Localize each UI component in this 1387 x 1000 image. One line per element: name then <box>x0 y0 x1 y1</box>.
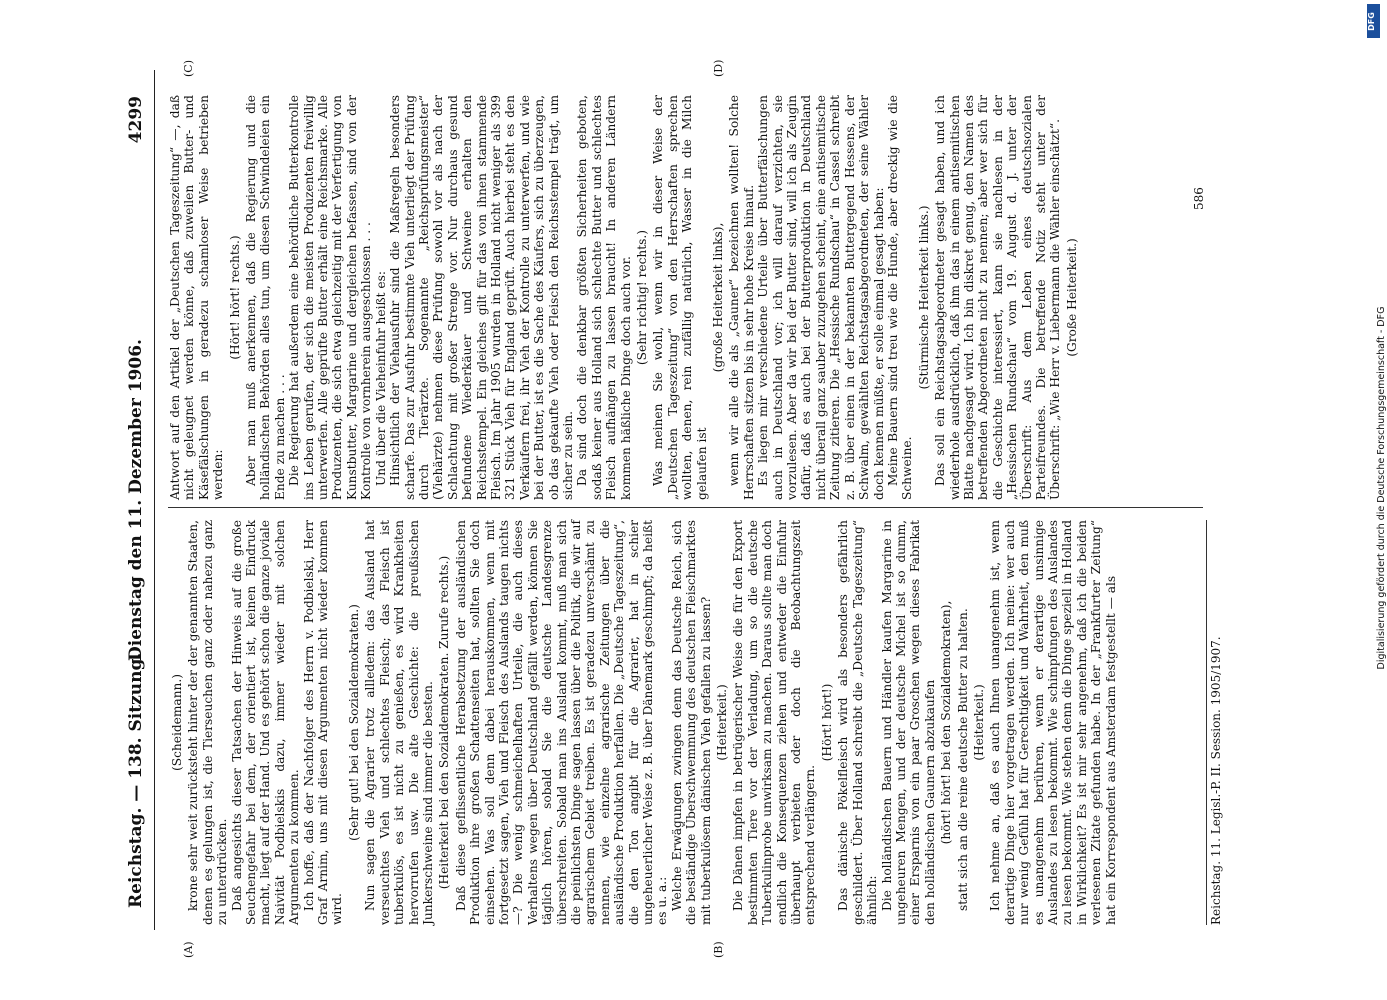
paragraph: (Heiterkeit bei den Sozialdemokraten. Zurufe rechts.) <box>436 555 451 890</box>
paragraph: wenn wir alle die als „Gauner“ bezeichnen wollten! Solche Herrschaften sitzen bis in sehr hohe Kreise hinauf. <box>726 95 756 500</box>
right-text-column <box>168 95 1206 500</box>
column-divider <box>168 507 1203 508</box>
paragraph: Das dänische Pökelfleisch wird als besonders gefährlich geschildert. Über Holland schreibt die „Deutsche Tageszeitung“ ähnlich: <box>835 520 879 925</box>
paragraph: (Große Heiterkeit.) <box>1064 238 1079 357</box>
header-left: Reichstag. — 138. Sitzung. <box>125 652 146 908</box>
paragraph: Da sind doch die denkbar größten Sicherheiten geboten, sodaß keiner aus Holland sich schlechte Butter und schlechtes Fleisch aufhängen zu lassen braucht! In anderen Ländern kommen häßliche Dinge doch auch vor. <box>574 95 633 500</box>
paragraph: krone sehr weit zurücksteht hinter der der genannten Staaten, denen es gelungen ist, die Tierseuchen ganz oder nahezu ganz zu unterdrücken. <box>185 520 229 925</box>
paragraph: Es liegen mir verschiedene Urteile über Butterfälschungen auch in Deutschland vor; ich will darauf verzichten, sie vorzulesen. Aber da wir bei der Butter sind, will ich als Zeugin dafür, daß es auch bei der Butterproduktion in Deutschland nicht überall ganz sauber zuzugehen scheint, eine antisemitische Zeitung zitieren. Die „Hessische Rundschau“ in Cassel schreibt z. B. über einen in der bekannten Buttergegend Hessens, der Schwalm, gewählten Reichstagsabgeordneten, der seine Wähler doch kennen müßte, er solle einmal gesagt haben: <box>755 95 885 500</box>
paragraph: (Heiterkeit.) <box>971 684 986 761</box>
paragraph: Antwort auf den Artikel der „Deutschen Tageszeitung“ —, daß nicht geleugnet werden könne, daß zuweilen Butter- und Käsefälschungen in geradezu schamloser Weise betrieben werden: <box>167 95 225 500</box>
paragraph: (Heiterkeit.) <box>714 684 729 761</box>
margin-marker-b: (B) <box>711 941 725 958</box>
header-page-number: 4299 <box>125 96 146 144</box>
paragraph: (Hört! hört!) <box>819 683 834 762</box>
document-page <box>72 30 1312 970</box>
paragraph: (Hört! hört! rechts.) <box>227 235 242 360</box>
folio-number: 586 <box>1191 187 1206 210</box>
paragraph: Aber man muß anerkennen, daß die Regierung und die holländischen Behörden alles tun, um diesen Schwindeleien ein Ende zu machen . . . <box>243 95 287 500</box>
margin-marker-c: (C) <box>181 60 195 77</box>
paragraph: (Scheidemann.) <box>169 673 184 772</box>
paragraph: Daß diese geflissentliche Herabsetzung der ausländischen Produktion ihre großen Schattenseiten hat, sollten Sie doch einsehen. Was soll denn dabei herauskommen, wenn mit fortgesetzt sagen, Vieh und Fleisch des Auslands taugen nichts —? Die wenig schmeichelhaften Urteile, die auch dieses Verhaltens wegen über Deutschland gefällt werden, können Sie täglich hören, sobald Sie die deutsche Landesgrenze überschreiten. Sobald man ins Ausland kommt, muß man sich die peinlichsten Dinge sagen lassen über die Politik, die wir auf agrarischem Gebiet treiben. Es ist geradezu unverschämt zu nennen, wie einzelne agrarische Zeitungen über die ausländische Produktion herfallen. Die „Deutsche Tageszeitung“, die den Ton angibt für die Agrarier, hat in schier ungeheuerlicher Weise z. B. über Dänemark geschimpft; da heißt es u. a.: <box>453 519 669 925</box>
paragraph: Was meinen Sie wohl, wenn wir in dieser Weise der „Deutschen Tageszeitung“ von den Herrschaften sprechen wollten, denen, rein zufällig natürlich, Wasser in die Milch gelaufen ist <box>650 95 709 500</box>
paragraph: Und über die Vieheinfuhr heißt es: <box>373 270 388 486</box>
credit-text: Digitalisierung gefördert durch die Deutsche Forschungsgemeinschaft - DFG <box>1376 306 1387 670</box>
paragraph: Ich hoffe, daß der Nachfolger des Herrn v. Podbielski, Herr Graf Arnim, uns mit diesen Argumenten nicht wieder kommen wird. <box>301 520 344 925</box>
paragraph: Hinsichtlich der Viehausfuhr sind die Maßregeln besonders scharfe. Das zur Ausfuhr bestimmte Vieh unterliegt der Prüfung durch Tierärzte. Sogenannte „Reichsprüfungsmeister“ (Viehärzte) nehmen diese Prüfung sowohl vor als nach der Schlachtung mit großer Strenge vor. Nur durchaus gesund befundene Wiederkäuer und Schweine erhalten den Reichsstempel. Ein gleiches gilt für das von ihnen stammende Fleisch. Im Jahr 1905 wurden in Holland nicht weniger als 399 321 Stück Vieh für England geprüft. Auch hierbei steht es den Verkäufern frei, ihr Vieh der Kontrolle zu unterwerfen, und wie bei der Butter, ist es die Sache des Käufers, sich zu überzeugen, ob das gekaufte Vieh oder Fleisch den Reichsstempel trägt, um sicher zu sein. <box>387 95 575 500</box>
paragraph: Meine Bauern sind treu wie die Hunde, aber dreckig wie die Schweine. <box>885 95 914 500</box>
page-header <box>120 70 155 930</box>
margin-marker-d: (D) <box>711 59 725 77</box>
paragraph: statt sich an die reine deutsche Butter zu halten. <box>955 608 970 911</box>
dfg-logo <box>1367 4 1380 38</box>
paragraph: (Sehr richtig! rechts.) <box>634 229 649 366</box>
paragraph: (große Heiterkeit links), <box>710 222 725 373</box>
paragraph: (hört! hört! bei den Sozialdemokraten), <box>938 600 953 845</box>
paragraph: Das soll ein Reichstagsabgeordneter gesagt haben, und ich wiederhole ausdrücklich, daß ihm das in einem antisemitischen Blatte nachgesagt wird. Ich bin diskret genug, den Namen des betreffenden Abgeordneten nicht zu nennen; aber wer sich für die Geschichte interessiert, kann sie nachlesen in der „Hessischen Rundschau“ vom 19. August d. J. unter der Überschrift: Aus dem Leben eines deutschsozialen Parteifreundes. Die betreffende Notiz steht unter der Überschrift: „Wie Herr v. Liebermann die Wähler einschätzt“. <box>932 95 1062 500</box>
paragraph: Ich nehme an, daß es auch Ihnen unangenehm ist, wenn derartige Dinge hier vorgetragen werden. Ich meine: wer auch nur wenig Gefühl hat für Gerechtigkeit und Wahrheit, den muß es unangenehm berühren, wenn er derartige unsinnige Auslandes zu lesen bekommt. Wie schimpfungen des Auslandes zu lesen bekommt. Wie stehen denn die Dinge speziell in Holland in Wirklichkeit? Es ist mir sehr angenehm, daß ich die beiden verlesenen Zitate gefunden habe. In der „Frankfurter Zeitung“ hat ein Korrespondent aus Amsterdam festgestellt — als <box>987 520 1118 925</box>
paragraph: Daß angesichts dieser Tatsachen der Hinweis auf die große Seuchengefahr bei dem, der orientiert ist, keinen Eindruck macht, liegt auf der Hand. Und es gehört schon die ganze joviale Naivität Podbielskis dazu, immer wieder mit solchen Argumenten zu kommen. <box>229 520 301 925</box>
paragraph: Nun sagen die Agrarier trotz allledem: das Ausland hat verseuchtes Vieh und schlechtes Fleisch; das Fleisch ist tuberkulös, es ist nicht zu genießen, es wird Krankheiten hervorrufen usw. Die alte Geschichte: die preußischen Junkerschweine sind immer die besten. <box>362 520 435 925</box>
digitization-credit <box>1370 18 1387 958</box>
paragraph: (Sehr gut! bei den Sozialdemokraten.) <box>346 604 361 841</box>
paragraph: Die Dänen impfen in betrügerischer Weise die für den Export bestimmten Tiere vor der Verladung, um so die deutsche Tuberkulinprobe unwirksam zu machen. Daraus sollte man doch endlich die Konsequenzen ziehen und entweder die Einfuhr überhaupt verbieten oder doch die Beobachtungszeit entsprechend verlängern. <box>730 520 817 925</box>
left-text-column <box>168 520 1206 925</box>
paragraph: Die Regierung hat außerdem eine behördliche Butterkontrolle ins Leben gerufen, der sich die meisten Produzenten freiwillig unterwerfen. Alle geprüfte Butter erhält eine Reichsmarke. Alle Produzenten, die sich etwa gleichzeitig mit der Verfertigung von Kunstbutter, Margarine und dergleichen befassen, sind von der Kontrolle von vornherein ausgeschlossen . . . <box>286 95 373 500</box>
header-date: Dienstag den 11. Dezember 1906. <box>125 339 146 661</box>
page-footer: Reichstag. 11. Legisl.-P. II. Session. 1905/1907. <box>1206 520 1223 925</box>
paragraph: Die holländischen Bauern und Händler kaufen Margarine in ungeheuren Mengen, und der deutsche Michel ist so dumm, einer Ersparnis von ein paar Groschen wegen dieses Fabrikat den holländischen Gaunern abzukaufen <box>879 520 937 925</box>
paragraph: Welche Erwägungen zwingen denn das Deutsche Reich, sich die beständige Überschwemmung des deutschen Fleischmarktes mit tuberkulösem dänischen Vieh gefallen zu lassen? <box>669 520 713 925</box>
paragraph: (Stürmische Heiterkeit links.) <box>916 205 931 390</box>
dfg-logo-text: DFG <box>1366 12 1376 31</box>
margin-marker-a: (A) <box>181 941 195 958</box>
